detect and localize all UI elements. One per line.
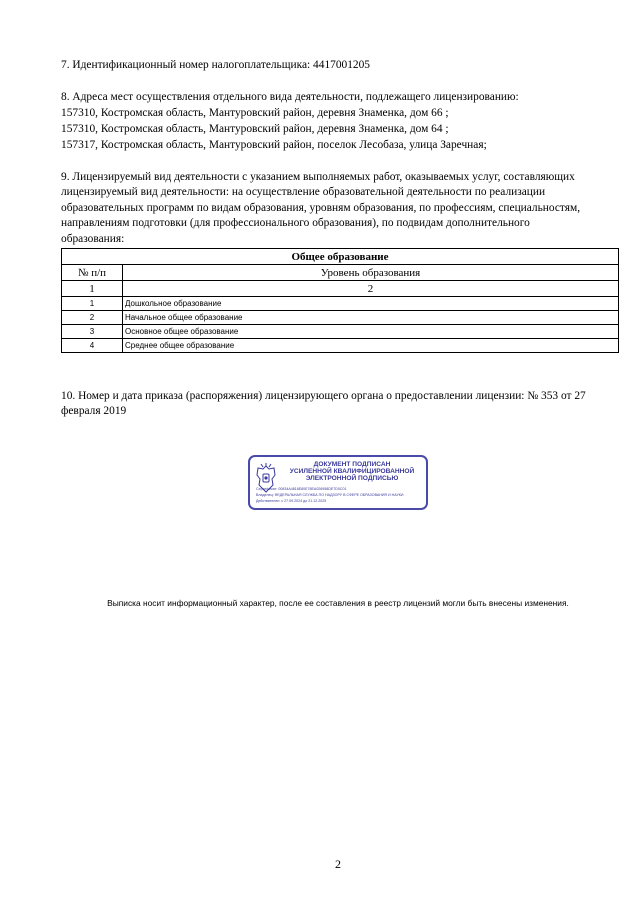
column-header-level: Уровень образования [123, 265, 619, 281]
order-line-2: февраля 2019 [61, 405, 127, 417]
table-column-number-row [62, 281, 619, 297]
table-title-row [62, 249, 619, 265]
row-level: Начальное общее образование [123, 311, 619, 325]
activity-line-4: направлениям подготовки (для профессионального образования), по подвидам дополнительного [61, 217, 530, 229]
taxpayer-id-item: 7. Идентификационный номер налогоплательщика: 4417001205 [61, 59, 371, 71]
table-title: Общее образование [62, 249, 619, 265]
table-header-row [62, 265, 619, 281]
table-row [62, 325, 619, 339]
row-level: Среднее общее образование [123, 339, 619, 353]
activity-line-5: образования: [61, 233, 125, 245]
footer-note: Выписка носит информационный характер, после ее составления в реестр лицензий могли быть внесены изменения. [107, 598, 569, 608]
address-line-2: 157310, Костромская область, Мантуровский район, деревня Знаменка, дом 64 ; [61, 123, 449, 135]
column-number-1: 1 [62, 281, 123, 297]
stamp-title-line-3: ЭЛЕКТРОННОЙ ПОДПИСЬЮ [305, 475, 399, 482]
stamp-certificate: Сертификат: 00834A4818E80E78EA026958DE7D0C01 [256, 487, 347, 491]
activity-line-3: образовательных программ по видам образования, уровням образования, по профессиям, специальностям, [61, 202, 581, 214]
stamp-validity: Действителен: с 27.09.2024 до 21.12.2025 [256, 499, 327, 503]
row-number: 3 [62, 325, 123, 339]
row-number: 2 [62, 311, 123, 325]
activity-line-1: 9. Лицензируемый вид деятельности с указанием выполняемых работ, оказываемых услуг, составляющих [61, 171, 575, 183]
table-row [62, 297, 619, 311]
column-number-2: 2 [123, 281, 619, 297]
column-header-number: № п/п [62, 265, 123, 281]
address-line-1: 157310, Костромская область, Мантуровский район, деревня Знаменка, дом 66 ; [61, 107, 449, 119]
stamp-owner: Владелец: ФЕДЕРАЛЬНАЯ СЛУЖБА ПО НАДЗОРУ В СФЕРЕ ОБРАЗОВАНИЯ И НАУКИ [256, 493, 404, 497]
address-heading: 8. Адреса мест осуществления отдельного вида деятельности, подлежащего лицензированию: [61, 91, 519, 103]
table-row [62, 311, 619, 325]
order-line-1: 10. Номер и дата приказа (распоряжения) лицензирующего органа о предоставлении лицензии: № 353 от 27 [61, 390, 586, 402]
education-levels-table [61, 248, 619, 353]
stamp-title-line-2: УСИЛЕННОЙ КВАЛИФИЦИРОВАННОЙ [289, 468, 415, 475]
row-number: 1 [62, 297, 123, 311]
table-row [62, 339, 619, 353]
address-line-3: 157317, Костромская область, Мантуровский район, поселок Лесобаза, улица Заречная; [61, 139, 487, 151]
row-level: Основное общее образование [123, 325, 619, 339]
electronic-signature-stamp [248, 455, 428, 510]
row-number: 4 [62, 339, 123, 353]
activity-line-2: лицензируемый вид деятельности: на осуществление образовательной деятельности по реализации [61, 186, 546, 198]
stamp-title-line-1: ДОКУМЕНТ ПОДПИСАН [313, 461, 391, 468]
page-number: 2 [335, 857, 341, 871]
row-level: Дошкольное образование [123, 297, 619, 311]
